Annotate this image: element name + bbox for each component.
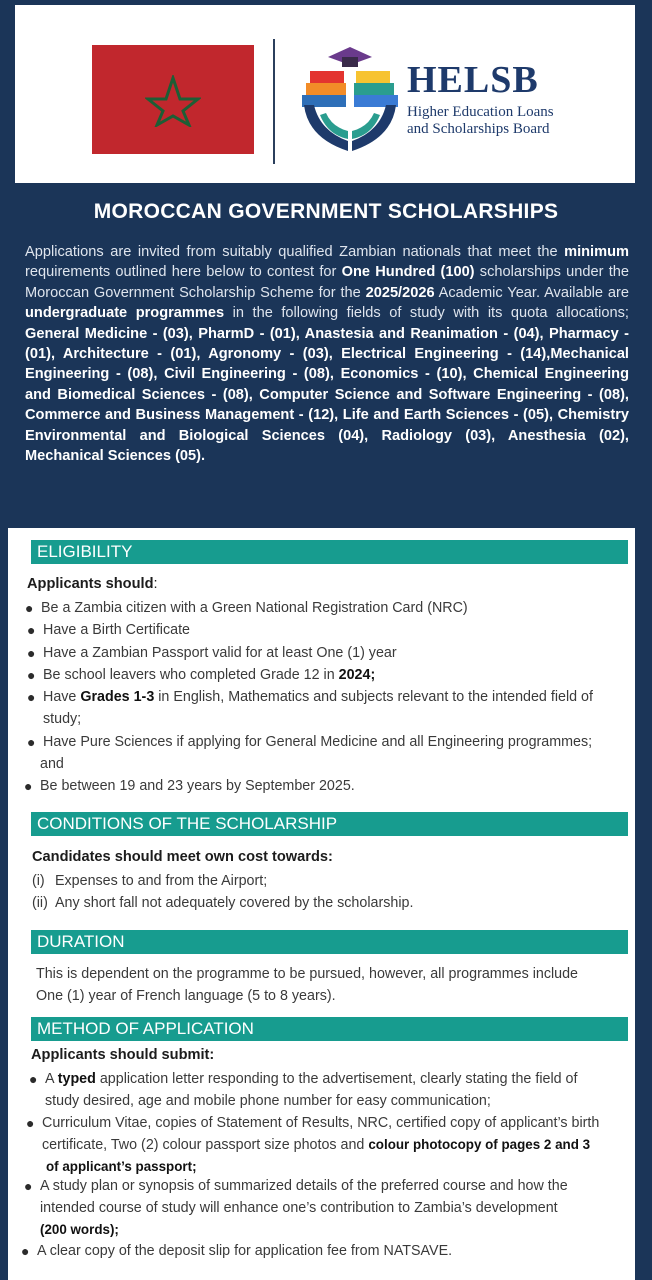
list-item: ● Be a Zambia citizen with a Green National Registration Card (NRC) <box>25 600 468 616</box>
list-item: ● Be between 19 and 23 years by September 2025. <box>24 778 355 794</box>
logo-title: HELSB <box>407 59 539 101</box>
helsb-logo-icon <box>298 43 402 158</box>
list-item: ● Have Grades 1-3 in English, Mathematics and subjects relevant to the intended field of study; <box>27 689 593 727</box>
morocco-flag <box>92 45 254 154</box>
page-title: MOROCCAN GOVERNMENT SCHOLARSHIPS <box>93 200 559 223</box>
list-item: ● Be school leavers who completed Grade 12 in 2024; <box>27 667 376 683</box>
logo-subtitle: Higher Education Loans and Scholarships Board <box>407 104 554 137</box>
flag-star-icon <box>145 75 201 127</box>
list-item: (i) Expenses to and from the Airport; <box>32 873 268 889</box>
list-item: ● Curriculum Vitae, copies of Statement of Results, NRC, certified copy of applicant’s birth certificate, Two (2) colour passport size photos and colour photocopy of pages 2 and 3 of applicant’s passport; <box>26 1115 600 1174</box>
conditions-heading: CONDITIONS OF THE SCHOLARSHIP <box>31 812 628 836</box>
list-item: (ii) Any short fall not adequately covered by the scholarship. <box>32 895 414 911</box>
list-item: ● Have a Birth Certificate <box>27 622 190 638</box>
list-item: ● A typed application letter responding to the advertisement, clearly stating the field of study desired, age and mobile phone number for easy communication; <box>29 1071 578 1109</box>
eligibility-heading: ELIGIBILITY <box>31 540 628 564</box>
method-lead: Applicants should submit: <box>31 1047 215 1063</box>
header-card <box>15 5 635 183</box>
eligibility-lead: Applicants should: <box>27 576 158 592</box>
list-item: ● A clear copy of the deposit slip for application fee from NATSAVE. <box>21 1243 453 1259</box>
details-card <box>8 528 635 1280</box>
conditions-lead: Candidates should meet own cost towards: <box>32 849 333 865</box>
method-heading: METHOD OF APPLICATION <box>31 1017 628 1041</box>
list-item: ● Have a Zambian Passport valid for at least One (1) year <box>27 645 397 661</box>
header-divider <box>273 39 275 164</box>
duration-heading: DURATION <box>31 930 628 954</box>
list-item: ● A study plan or synopsis of summarized details of the preferred course and how the intended course of study will enhance one’s contribution to Zambia’s development (200 words); <box>24 1178 568 1237</box>
list-item: ● Have Pure Sciences if applying for General Medicine and all Engineering programmes; and <box>27 734 593 772</box>
intro-paragraph: Applications are invited from suitably qualified Zambian nationals that meet the minimum requirements outlined here below to contest for One Hundred (100) scholarships under the Moroccan Government Scholarship Scheme for the 2025/2026 Academic Year. Available are undergraduate programmes in the following fields of study with its quota allocations; General Medicine - (03), PharmD - (01), Anastesia and Reanimation - (04), Pharmacy - (01), Architecture - (01), Agronomy - (03), Electrical Engineering - (14),Mechanical Engineering - (08), Civil Engineering - (08), Economics - (10), Chemical Engineering and Biomedical Sciences - (08), Computer Science and Software Engineering - (08), Commerce and Business Management - (12), Life and Earth Sciences - (05), Chemistry Environmental and Biological Sciences (04), Radiology (03), Anesthesia (02), Mechanical Sciences (05). <box>25 244 630 465</box>
duration-text: This is dependent on the programme to be pursued, however, all programmes include One (1) year of French language (5 to 8 years). <box>36 966 578 1004</box>
